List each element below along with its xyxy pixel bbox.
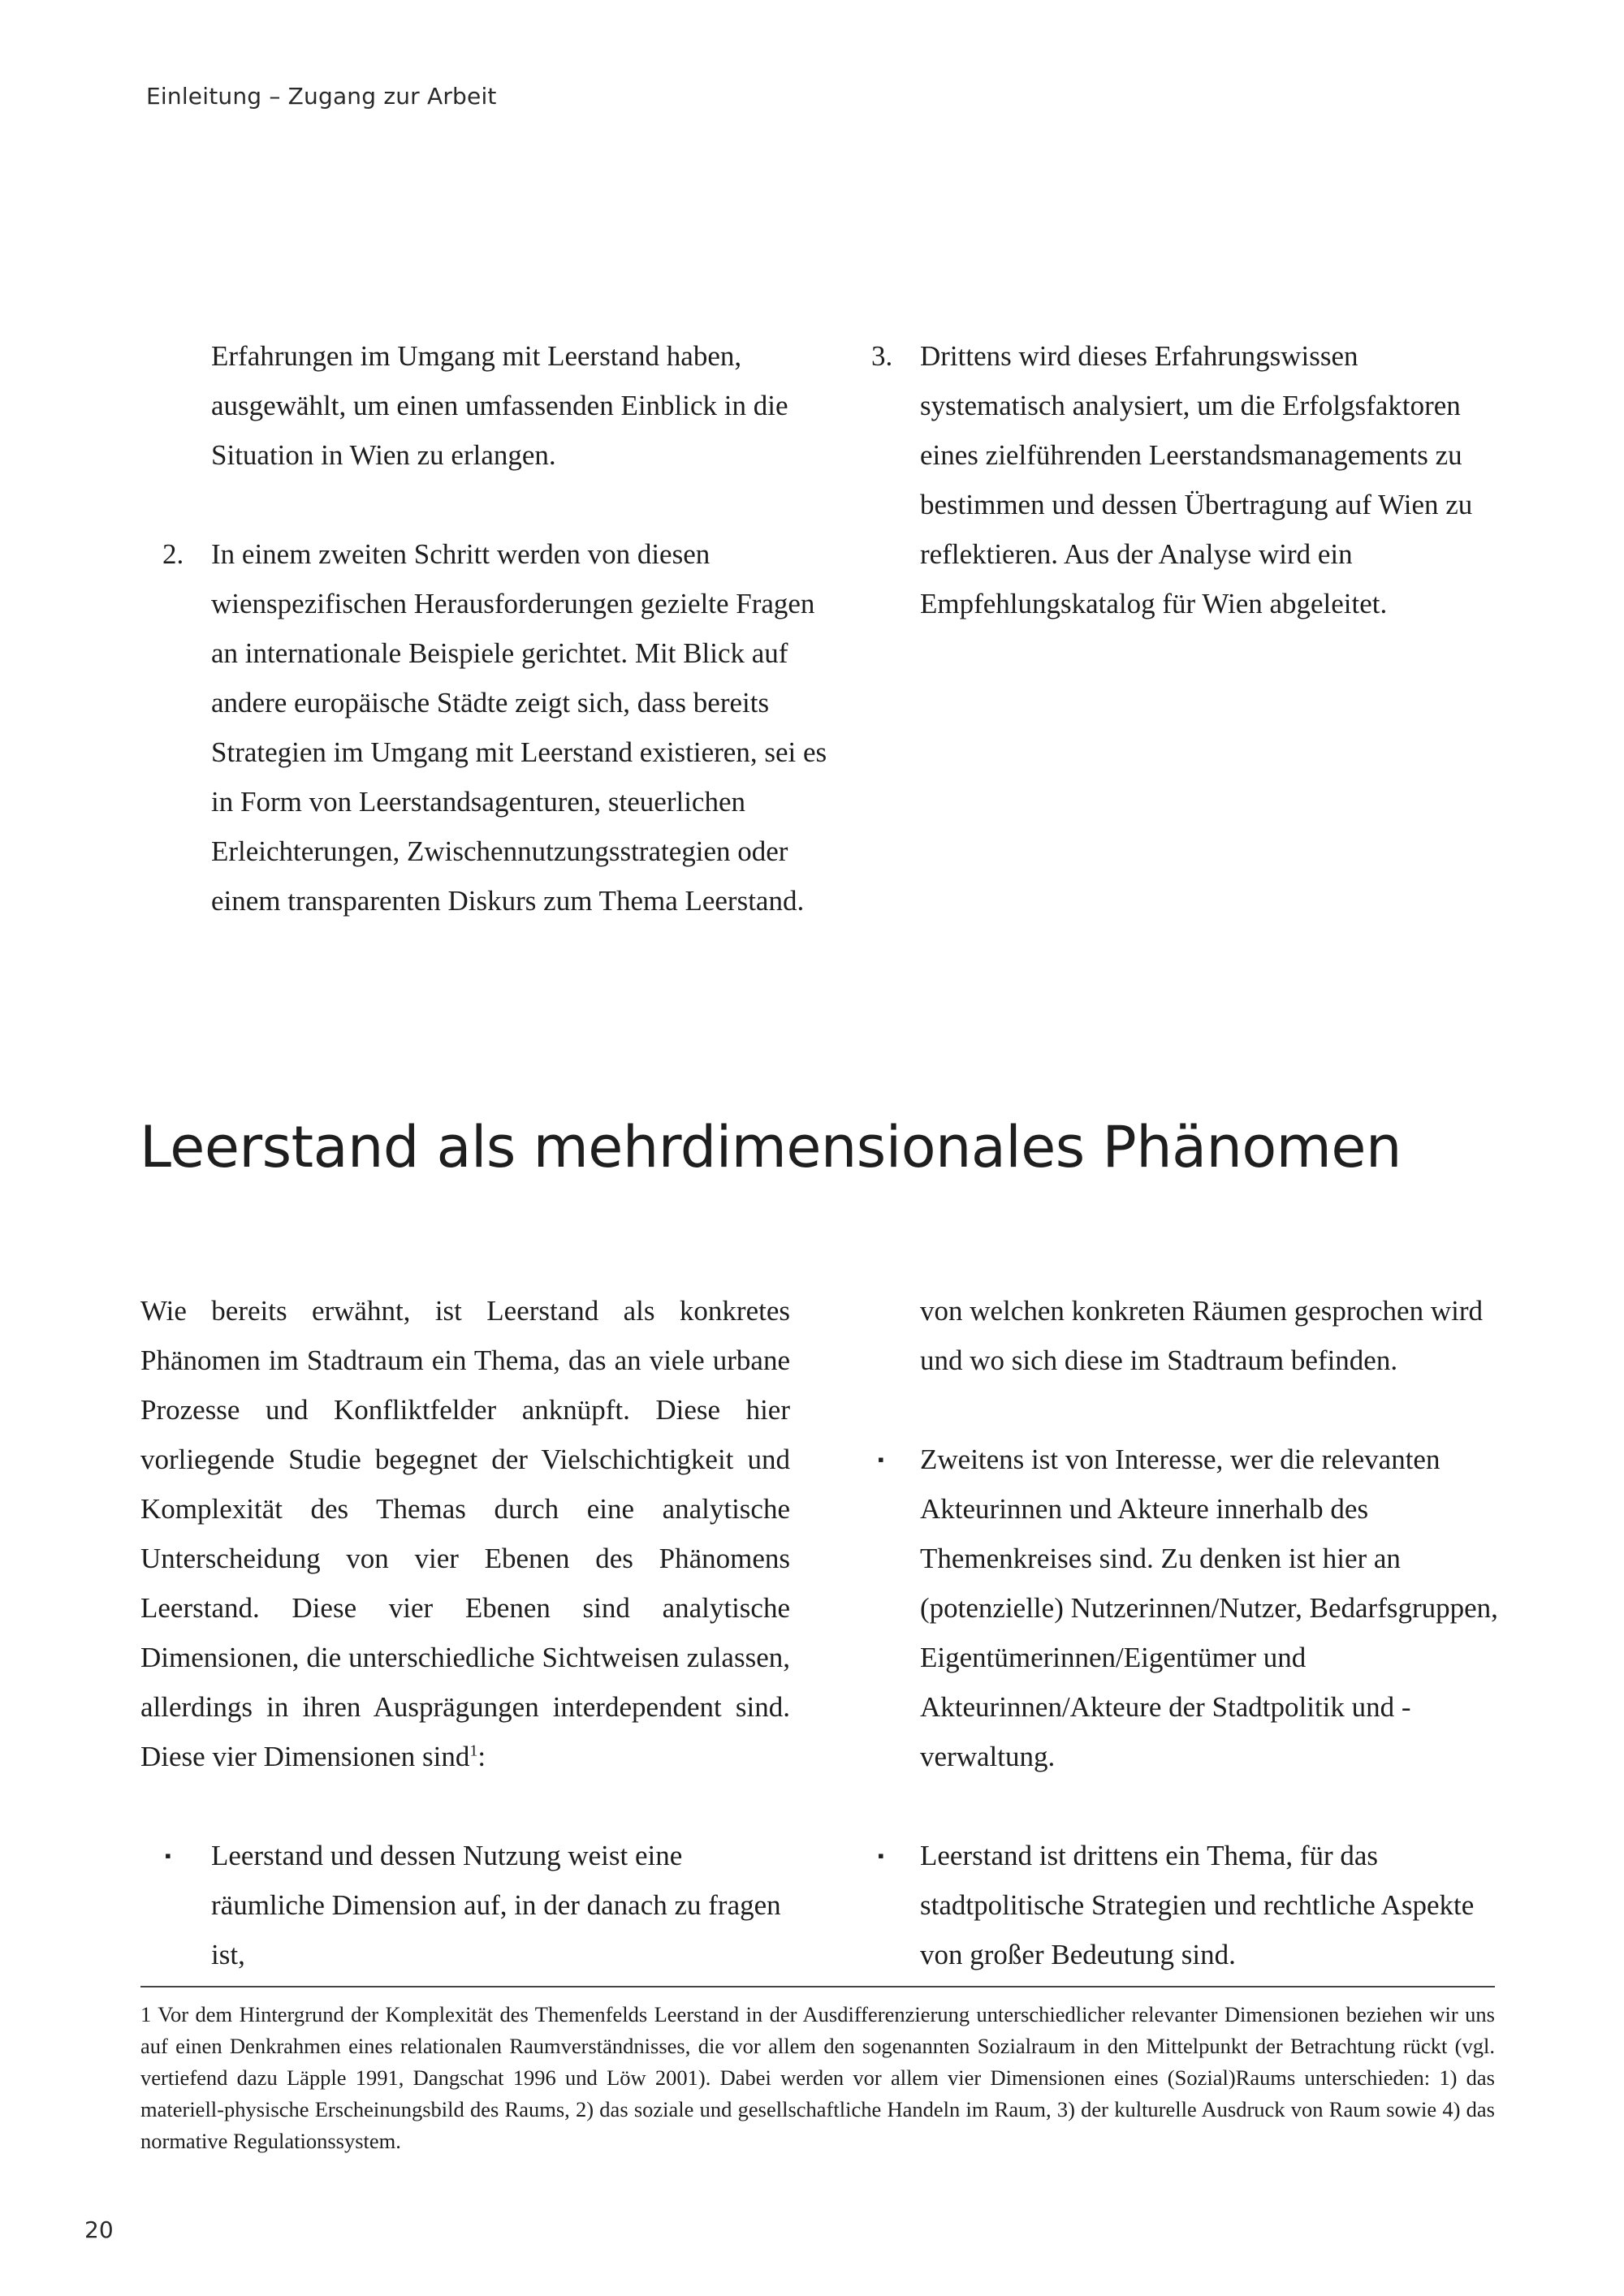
bullet-icon: ▪ [878,1845,884,1866]
bullet-item-2 [855,1435,1505,1781]
list-item-text: Erfahrungen im Umgang mit Leerstand haben, ausgewählt, um einen umfassenden Einblick in die Situation in Wien zu erlangen. [211,340,788,471]
intro-text: Wie bereits erwähnt, ist Leerstand als konkretes Phänomen im Stadtraum ein Thema, das an viele urbane Prozesse und Konfliktfelder anknüpft. Diese hier vorliegende Studie begegnet der Vielschichtigkeit und Komplexität des Themas durch eine analytische Unterscheidung von vier Ebenen des Phänomens Leerstand. Diese vier Ebenen sind analytische Dimensionen, die unterschiedliche Sichtweisen zulassen, allerdings in ihren Ausprägungen interdependent sind. Diese vier Dimensionen sind [140,1295,790,1772]
bullet-item-3 [855,1831,1505,1979]
intro-colon: : [477,1741,486,1772]
list-item-1-continuation [146,331,788,480]
bullet-text: Leerstand ist drittens ein Thema, für das stadtpolitische Strategien und rechtliche Aspekte von großer Bedeutung sind. [920,1840,1475,1970]
page-number: 20 [84,2216,114,2243]
list-item-text: In einem zweiten Schritt werden von diesen wienspezifischen Herausforderungen gezielte Fragen an internationale Beispiele gerichtet. Mit Blick auf andere europäische Städte zeigt sich, dass bereits Strategien im Umgang mit Leerstand existieren, sei es in Form von Leerstandsagenturen, steuerlichen Erleichterungen, Zwischennutzungsstrategien oder einem transparenten Diskurs zum Thema Leerstand. [211,538,827,917]
list-number: 2. [162,538,184,570]
bottom-left-column [140,1286,790,1979]
top-right-column [855,331,1505,628]
list-item-3 [855,331,1505,628]
list-item-text: Drittens wird dieses Erfahrungswissen systematisch analysiert, um die Erfolgsfaktoren eines zielführenden Leerstandsmanagements zu bestimmen und dessen Übertragung auf Wien zu reflektieren. Aus der Analyse wird ein Empfehlungskatalog für Wien abgeleitet. [920,340,1473,619]
bullet-item-1-continuation [855,1286,1505,1385]
bullet-icon: ▪ [165,1845,171,1866]
bullet-text: von welchen konkreten Räumen gesprochen wird und wo sich diese im Stadtraum befinden. [920,1295,1483,1376]
intro-paragraph [140,1286,790,1781]
section-heading: Leerstand als mehrdimensionales Phänomen [140,1114,1402,1180]
list-number: 3. [871,340,893,372]
bullet-text: Leerstand und dessen Nutzung weist eine räumliche Dimension auf, in der danach zu fragen ist, [211,1840,781,1970]
footnote: 1 Vor dem Hintergrund der Komplexität des Themenfelds Leerstand in der Ausdifferenzierung unterschiedlicher relevanter Dimensionen beziehen wir uns auf einen Denkrahmen eines relationalen Raumverständnisses, die vor allem den sogenannten Sozialraum in den Mittelpunkt der Betrachtung rückt (vgl. vertiefend dazu Läpple 1991, Dangschat 1996 und Löw 2001). Dabei werden vor allem vier Dimensionen eines (Sozial)Raums unterschieden: 1) das materiell-physische Erscheinungsbild des Raums, 2) das soziale und gesellschaftliche Handeln im Raum, 3) der kulturelle Ausdruck von Raum sowie 4) das normative Regulationssystem. [140,2002,1495,2153]
top-left-column [146,331,827,926]
footnote-reference[interactable]: 1 [469,1741,478,1760]
footnote-divider [140,1986,1495,1987]
bullet-text: Zweitens ist von Interesse, wer die relevanten Akteurinnen und Akteure innerhalb des Themenkreises sind. Zu denken ist hier an (potenzielle) Nutzerinnen/Nutzer, Bedarfsgruppen, Eigentümerinnen/Eigentümer und Akteurinnen/Akteure der Stadtpolitik und -verwaltung. [920,1444,1498,1772]
bottom-right-column [855,1286,1505,1979]
list-item-2 [146,529,827,926]
bullet-item-1 [140,1831,790,1979]
running-header: Einleitung – Zugang zur Arbeit [146,83,497,110]
bullet-icon: ▪ [878,1449,884,1470]
